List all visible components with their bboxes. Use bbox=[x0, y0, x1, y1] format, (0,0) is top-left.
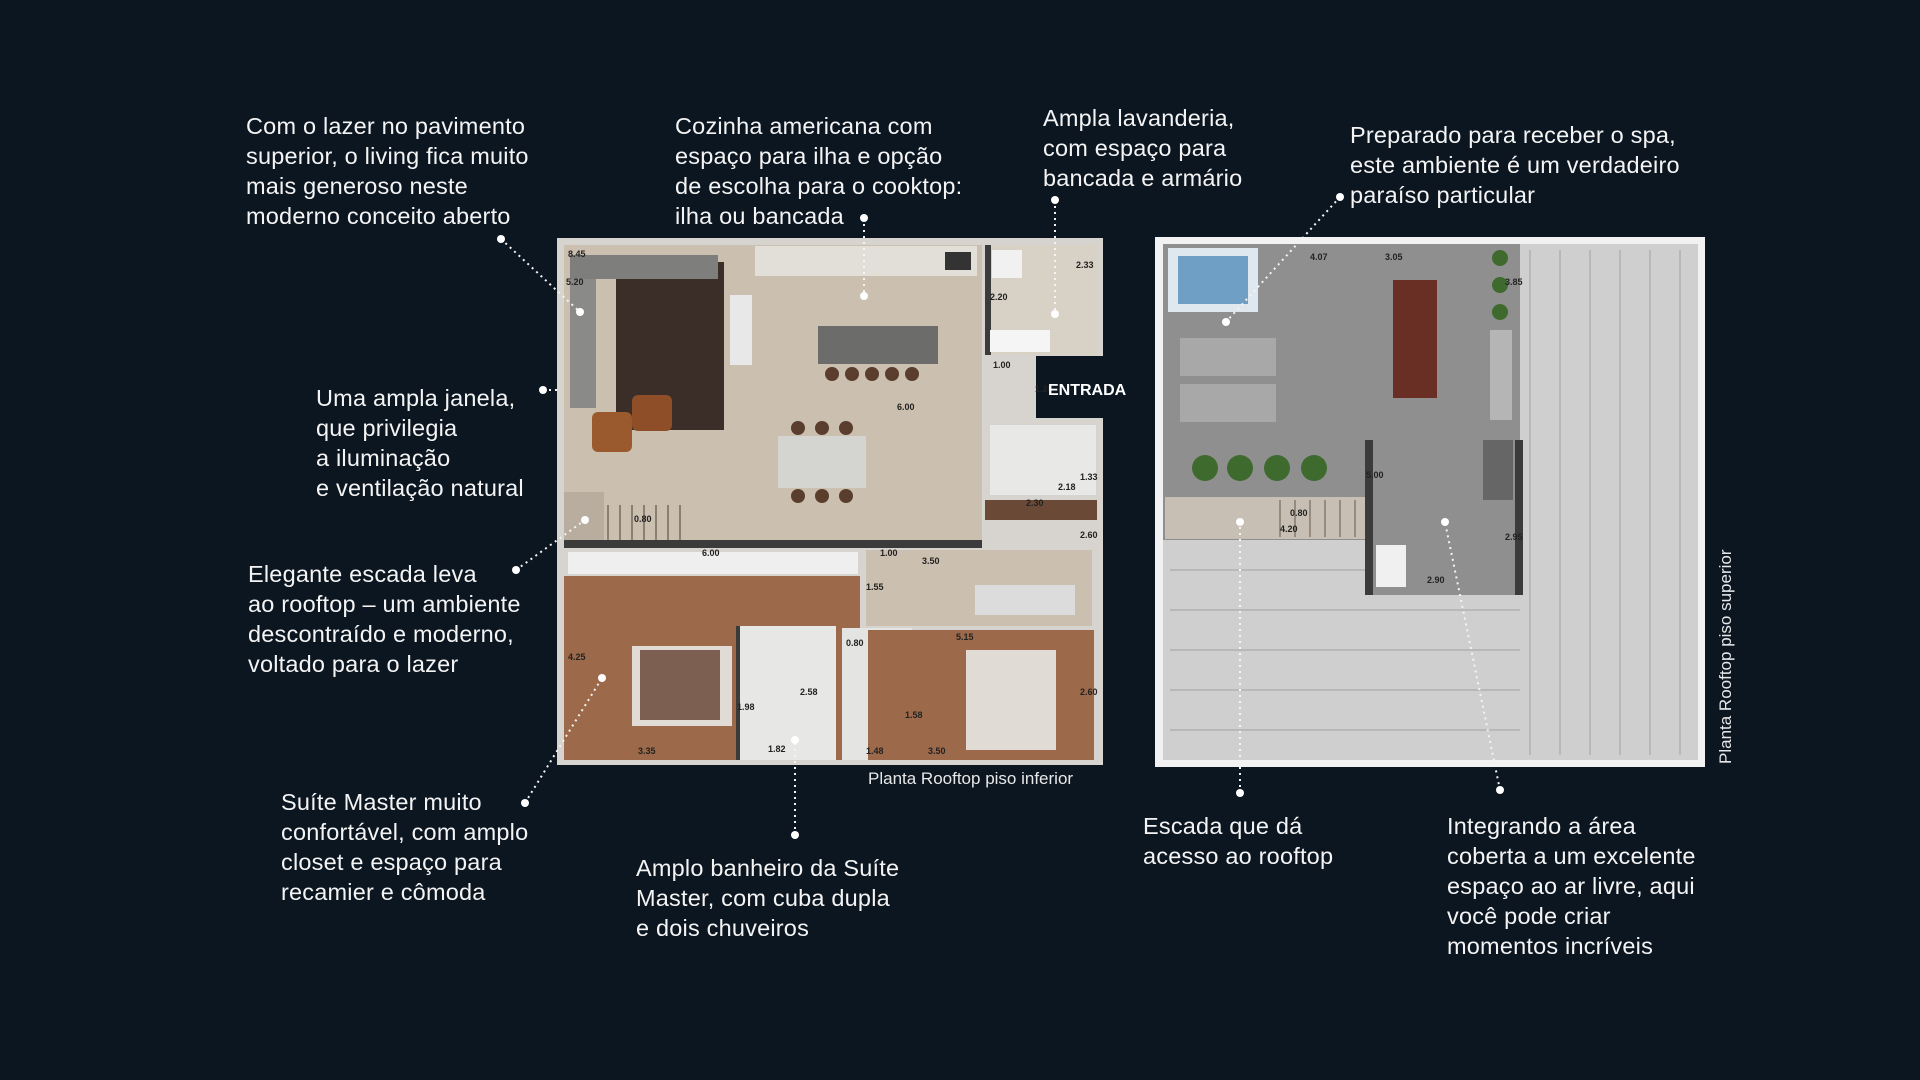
lower-floor-plan bbox=[557, 238, 1106, 765]
armchair bbox=[592, 412, 632, 452]
dimension-label: 6.00 bbox=[702, 548, 720, 558]
powder-room bbox=[990, 425, 1096, 495]
partition-wall bbox=[564, 540, 982, 548]
dimension-label: 1.98 bbox=[737, 702, 755, 712]
caption-upper-plan: Planta Rooftop piso superior bbox=[1716, 549, 1735, 764]
washer bbox=[992, 250, 1022, 278]
dimension-label: 4.25 bbox=[568, 652, 586, 662]
note-bathroom: Amplo banheiro da Suíte Master, com cuba dupla e dois chuveiros bbox=[636, 855, 900, 941]
note-kitchen: Cozinha americana com espaço para ilha e opção de escolha para o cooktop: ilha ou bancada bbox=[675, 113, 963, 229]
master-bathroom bbox=[736, 626, 836, 760]
dimension-label: 2.30 bbox=[1026, 498, 1044, 508]
kitchen-island bbox=[818, 326, 938, 364]
note-rooftop-stairs: Escada que dá acesso ao rooftop bbox=[1143, 813, 1334, 869]
dimension-label: 8.45 bbox=[568, 249, 586, 259]
dimension-label: 1.82 bbox=[768, 744, 786, 754]
dimension-label: 2.20 bbox=[990, 292, 1008, 302]
lounger bbox=[1180, 384, 1276, 422]
note-laundry: Ampla lavanderia, com espaço para bancada e armário bbox=[1043, 105, 1243, 191]
kitchen-counter bbox=[755, 246, 977, 276]
second-bed bbox=[966, 650, 1056, 750]
tv-panel bbox=[730, 295, 752, 365]
dining-table bbox=[778, 436, 866, 488]
dimension-label: 5.00 bbox=[1366, 470, 1384, 480]
dimension-label: 4.20 bbox=[1280, 524, 1298, 534]
dimension-label: 1.48 bbox=[866, 746, 884, 756]
dimension-label: 1.33 bbox=[1080, 472, 1098, 482]
dimension-label: 6.00 bbox=[897, 402, 915, 412]
master-bed-cover bbox=[640, 650, 720, 720]
living-sofa bbox=[570, 268, 596, 408]
rooftop-dining-table bbox=[1393, 280, 1437, 398]
service-cabinet bbox=[1376, 545, 1406, 587]
dimension-label: 1.58 bbox=[905, 710, 923, 720]
tv-room-sofa bbox=[975, 585, 1075, 615]
bbq-counter bbox=[1490, 330, 1512, 420]
dimension-label: 3.05 bbox=[1385, 252, 1403, 262]
dimension-label: 5.15 bbox=[956, 632, 974, 642]
entrance-label: ENTRADA bbox=[1048, 382, 1127, 399]
dimension-label: 2.58 bbox=[800, 687, 818, 697]
dimension-label: 0.80 bbox=[1290, 508, 1308, 518]
dimension-label: 2.60 bbox=[1080, 687, 1098, 697]
note-living: Com o lazer no pavimento superior, o living fica muito mais generoso neste moderno conceito aberto bbox=[246, 113, 529, 229]
dimension-label: 1.00 bbox=[880, 548, 898, 558]
dimension-label: 0.80 bbox=[634, 514, 652, 524]
dimension-label: 0.80 bbox=[846, 638, 864, 648]
lounger bbox=[1180, 338, 1276, 376]
dimension-label: 1.00 bbox=[993, 360, 1011, 370]
note-stairs: Elegante escada leva ao rooftop – um ambiente descontraído e moderno, voltado para o lazer bbox=[248, 561, 521, 677]
caption-lower-plan: Planta Rooftop piso inferior bbox=[868, 769, 1074, 788]
rooftop-stairs bbox=[1165, 497, 1365, 539]
upper-floor-plan bbox=[1155, 237, 1705, 767]
armchair bbox=[632, 395, 672, 431]
dimension-label: 2.33 bbox=[1076, 260, 1094, 270]
note-outdoor: Integrando a área coberta a um excelente espaço ao ar livre, aqui você pode criar momentos incríveis bbox=[1447, 813, 1696, 959]
service-counter bbox=[1483, 440, 1513, 500]
living-sofa-back bbox=[570, 255, 718, 279]
dimension-label: 1.55 bbox=[866, 582, 884, 592]
note-suite: Suíte Master muito confortável, com amplo closet e espaço para recamier e cômoda bbox=[281, 789, 529, 905]
dimension-label: 5.20 bbox=[566, 277, 584, 287]
dimension-label: 2.95 bbox=[1505, 532, 1523, 542]
dimension-label: 3.35 bbox=[638, 746, 656, 756]
stair-landing bbox=[564, 492, 604, 540]
note-spa: Preparado para receber o spa, este ambiente é um verdadeiro paraíso particular bbox=[1350, 122, 1680, 208]
spa-tub bbox=[1178, 256, 1248, 304]
dimension-label: 2.90 bbox=[1427, 575, 1445, 585]
dimension-label: 2.18 bbox=[1058, 482, 1076, 492]
dimension-label: 3.50 bbox=[922, 556, 940, 566]
dimension-label: 2.60 bbox=[1080, 530, 1098, 540]
cooktop bbox=[945, 252, 971, 270]
dimension-label: 4.07 bbox=[1310, 252, 1328, 262]
dimension-label: 3.50 bbox=[928, 746, 946, 756]
laundry-counter bbox=[990, 330, 1050, 352]
note-window: Uma ampla janela, que privilegia a iluminação e ventilação natural bbox=[316, 385, 524, 501]
dimension-label: 1.20 bbox=[1035, 384, 1053, 394]
dimension-label: 3.85 bbox=[1505, 277, 1523, 287]
